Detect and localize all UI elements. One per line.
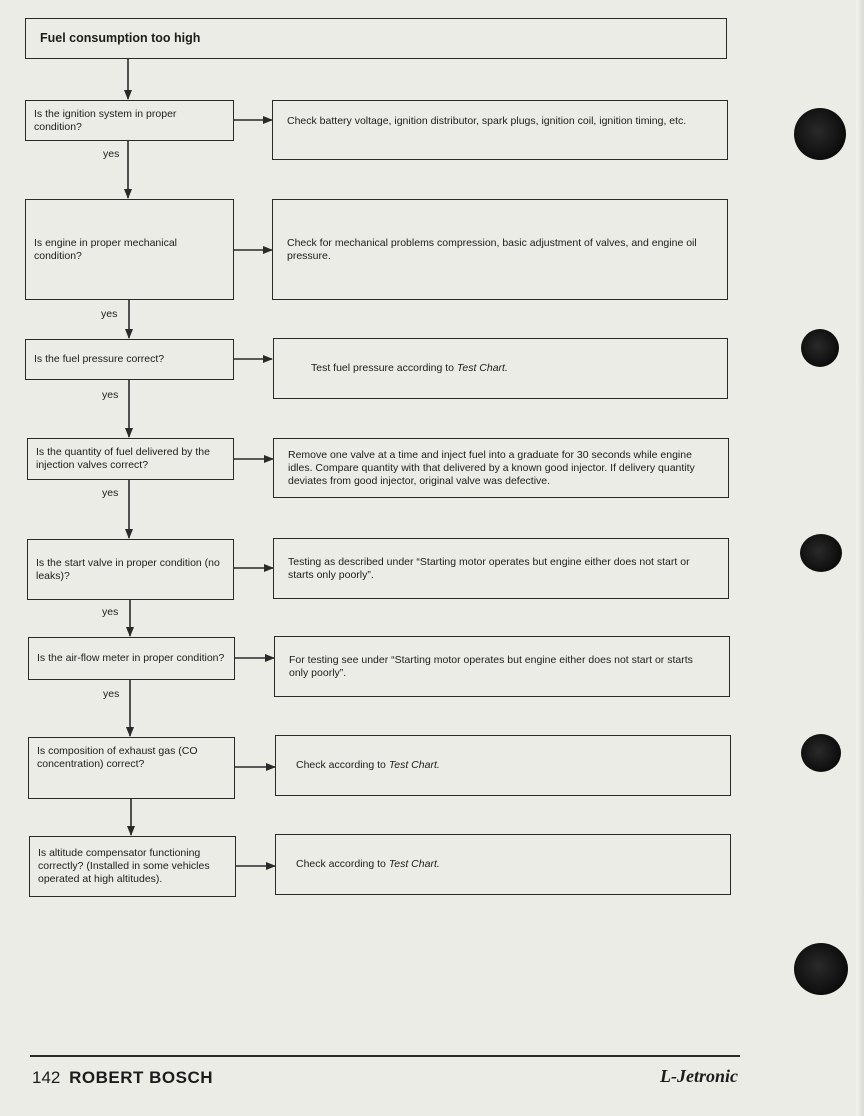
publisher-name: ROBERT BOSCH bbox=[69, 1068, 214, 1087]
question-text: Is the quantity of fuel delivered by the injection valves correct? bbox=[36, 446, 210, 471]
action-text: Testing as described under “Starting motor operates but engine either does not start or starts only poorly”. bbox=[288, 555, 690, 581]
question-box-3 bbox=[25, 339, 234, 380]
flowchart-title-text: Fuel consumption too high bbox=[40, 31, 201, 45]
binder-hole bbox=[800, 534, 842, 572]
action-box-8 bbox=[275, 834, 731, 895]
question-box-6 bbox=[28, 637, 235, 680]
question-box-2 bbox=[25, 199, 234, 300]
action-text: Check according to Test Chart. bbox=[296, 858, 440, 870]
yes-label: yes bbox=[101, 308, 118, 320]
action-text: Remove one valve at a time and inject fuel into a graduate for 30 seconds while engine idles. Compare quantity with that delivered by a known good injector. If delivery quantity deviates from good injector, original valve was defective. bbox=[288, 448, 695, 487]
question-text: Is altitude compensator functioning correctly? (Installed in some vehicles operated at high altitudes). bbox=[38, 847, 210, 885]
product-name: L-Jetronic bbox=[660, 1066, 738, 1086]
question-box-4 bbox=[27, 438, 234, 480]
question-box-5 bbox=[27, 539, 234, 600]
action-box-2 bbox=[272, 199, 728, 300]
binder-hole bbox=[794, 943, 848, 995]
page-number: 142 bbox=[32, 1068, 61, 1087]
action-box-7 bbox=[275, 735, 731, 796]
action-text: Check for mechanical problems compression, basic adjustment of valves, and engine oil pressure. bbox=[287, 236, 697, 262]
action-text: For testing see under “Starting motor operates but engine either does not start or starts only poorly”. bbox=[289, 653, 693, 679]
question-box-8 bbox=[29, 836, 236, 897]
yes-label: yes bbox=[103, 148, 120, 160]
action-box-1 bbox=[272, 100, 728, 160]
yes-label: yes bbox=[102, 606, 119, 618]
footer-rule bbox=[30, 1055, 740, 1057]
binder-hole bbox=[801, 329, 839, 367]
action-box-5 bbox=[273, 538, 729, 599]
binder-hole bbox=[794, 108, 846, 160]
yes-label: yes bbox=[102, 389, 119, 401]
question-text: Is the air-flow meter in proper condition? bbox=[37, 652, 225, 664]
action-box-6 bbox=[274, 636, 730, 697]
action-box-3 bbox=[273, 338, 728, 399]
question-box-1 bbox=[25, 100, 234, 141]
yes-label: yes bbox=[102, 487, 119, 499]
yes-label: yes bbox=[103, 688, 120, 700]
action-box-4 bbox=[273, 438, 729, 498]
question-text: Is the start valve in proper condition (no leaks)? bbox=[36, 556, 220, 582]
question-text: Is engine in proper mechanical condition? bbox=[34, 236, 178, 262]
binder-hole bbox=[801, 734, 841, 772]
question-box-7 bbox=[28, 737, 235, 799]
question-text: Is the fuel pressure correct? bbox=[34, 353, 165, 365]
question-text: Is the ignition system in proper condition? bbox=[34, 108, 177, 133]
action-text: Check according to Test Chart. bbox=[296, 759, 440, 771]
question-text: Is composition of exhaust gas (CO concentration) correct? bbox=[37, 745, 198, 770]
action-text: Check battery voltage, ignition distributor, spark plugs, ignition coil, ignition timing, etc. bbox=[287, 115, 687, 127]
footer-left bbox=[32, 1068, 213, 1088]
flowchart-title bbox=[25, 18, 727, 59]
action-text: Test fuel pressure according to Test Chart. bbox=[311, 362, 508, 374]
